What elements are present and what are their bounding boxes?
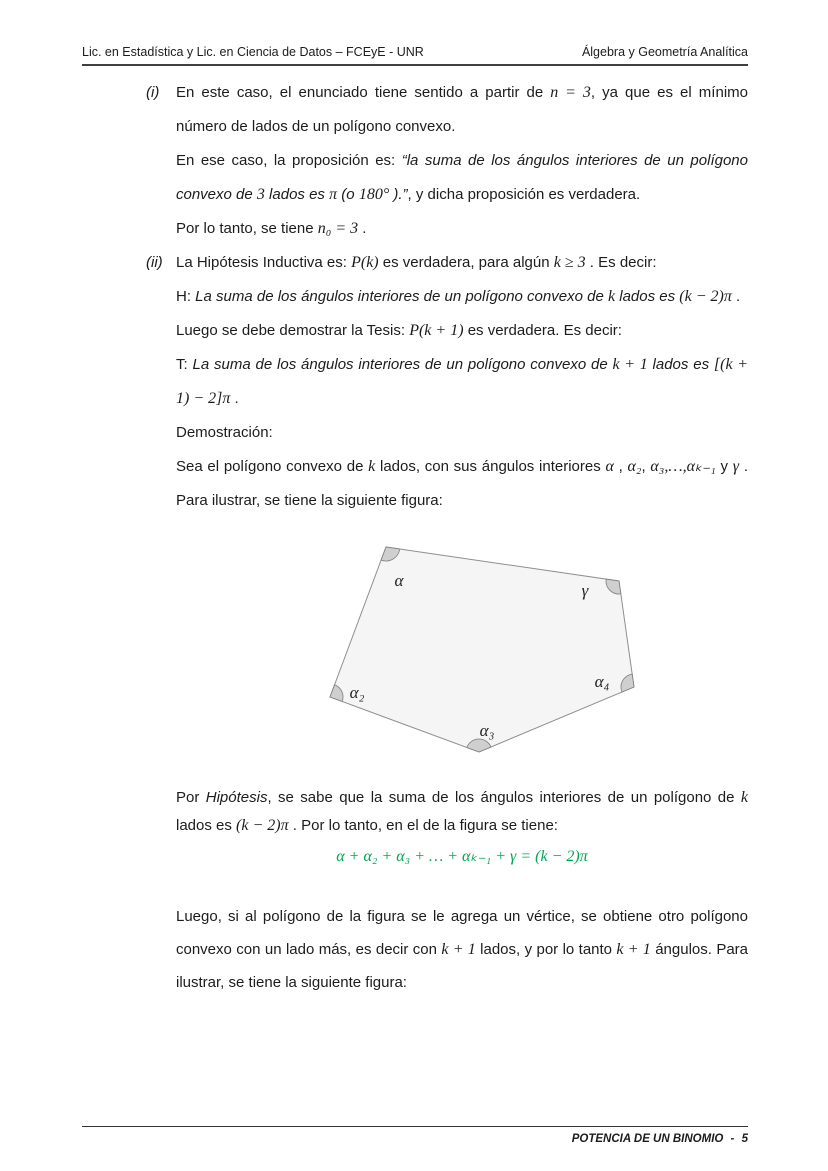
text-run: n = 3 xyxy=(550,84,591,101)
text-run: k + 1 xyxy=(441,941,476,958)
text-run: π xyxy=(329,186,338,203)
text-run: k + 1 xyxy=(616,941,651,958)
text-run: Por lo tanto, se tiene xyxy=(176,220,318,237)
text-run: k xyxy=(740,789,748,806)
page-content xyxy=(146,76,748,999)
text-run: α xyxy=(605,458,614,475)
interior-angles-equation: α + α₂ + α₃ + … + αₖ₋₁ + γ = (k − 2)π xyxy=(336,848,588,865)
angle-label-alpha4: α₄ xyxy=(594,672,610,691)
text-run: lados es xyxy=(264,186,330,203)
text-run: , xyxy=(613,458,628,475)
thesis-paragraph xyxy=(176,348,748,416)
text-run: Luego, si al polígono de la figura se le agrega un vértice, se obtiene otro polígono convexo con un lado más, es decir con xyxy=(176,908,748,958)
list-item-ii xyxy=(146,246,748,999)
text-run: (k − 2)π xyxy=(236,817,289,834)
text-run: ).” xyxy=(389,186,408,203)
text-run: Sea el polígono convexo de xyxy=(176,458,369,475)
text-run: (o xyxy=(337,186,359,203)
text-run: es verdadera, para algún xyxy=(378,254,554,271)
text-run: En ese caso, la proposición es: xyxy=(176,152,402,169)
text-run: “la suma de los ángulos interiores de un polígono convexo de xyxy=(176,152,748,203)
text-run: (k − 2)π xyxy=(679,288,732,305)
paragraph xyxy=(176,76,748,144)
text-run: . xyxy=(230,390,239,407)
text-run: lados es xyxy=(615,288,680,305)
angle-label-alpha: α xyxy=(394,571,404,590)
text-run: , se sabe que la suma de los ángulos interiores de un polígono de xyxy=(267,789,741,806)
footer-separator: - xyxy=(730,1133,735,1145)
text-run: Por xyxy=(176,789,206,806)
page-footer xyxy=(568,1133,748,1145)
paragraph xyxy=(176,450,748,518)
page-header xyxy=(82,44,748,60)
text-run: Luego se debe demostrar la Tesis: xyxy=(176,322,410,339)
text-run: k ≥ 3 xyxy=(553,254,586,271)
text-run: Demostración: xyxy=(176,424,273,441)
text-run: α₃,…,αₖ₋₁ xyxy=(650,458,716,475)
text-run: k xyxy=(368,458,376,475)
text-run: P(k) xyxy=(351,254,379,271)
text-run: k xyxy=(607,288,616,305)
text-run: , xyxy=(641,458,651,475)
text-run: . xyxy=(731,288,741,305)
text-run: n₀ = 3 xyxy=(317,220,359,237)
paragraph xyxy=(176,900,748,999)
text-run: . Para ilustrar, se tiene la siguiente figura: xyxy=(176,458,748,509)
text-run: , ya que es el mínimo número de lados de un polígono convexo. xyxy=(176,84,748,135)
text-run: T: xyxy=(176,356,193,373)
paragraph xyxy=(176,314,748,348)
paragraph xyxy=(176,246,748,280)
text-run: Hipótesis xyxy=(205,789,268,806)
angle-label-gamma: γ xyxy=(581,581,589,600)
footer-rule xyxy=(82,1126,748,1127)
text-run: ángulos. Para ilustrar, se tiene la siguiente figura: xyxy=(176,941,748,991)
header-subject-title: Álgebra y Geometría Analítica xyxy=(581,45,748,59)
text-run: lados, con sus ángulos interiores xyxy=(375,458,606,475)
text-run: , y dicha proposición es verdadera. xyxy=(407,186,641,203)
text-run: es verdadera. Es decir: xyxy=(463,322,622,339)
polygon-figure-svg xyxy=(315,538,655,768)
text-run: La Hipótesis Inductiva es: xyxy=(176,254,352,271)
list-item-i xyxy=(146,76,748,246)
text-run: La suma de los ángulos interiores de un polígono convexo de xyxy=(192,356,613,373)
text-run: P(k + 1) xyxy=(409,322,464,339)
item-marker-ii: (ii) xyxy=(146,254,163,271)
hypothesis-paragraph xyxy=(176,280,748,314)
polygon-figure xyxy=(315,538,655,768)
footer-section-title: POTENCIA DE UN BINOMIO xyxy=(571,1133,724,1145)
text-run: . Es decir: xyxy=(585,254,657,271)
text-run: lados es xyxy=(647,356,714,373)
header-rule xyxy=(82,64,748,66)
text-run: . Por lo tanto, en el de la figura se tiene: xyxy=(288,817,558,834)
text-run: k + 1 xyxy=(612,356,648,373)
angle-label-alpha3: α₃ xyxy=(479,721,495,740)
text-run: . xyxy=(358,220,367,237)
text-run: y xyxy=(715,458,733,475)
paragraph xyxy=(176,212,748,246)
header-course-title: Lic. en Estadística y Lic. en Ciencia de Datos – FCEyE - UNR xyxy=(82,45,424,59)
text-run: La suma de los ángulos interiores de un polígono convexo de xyxy=(195,288,608,305)
item-marker-i: (i) xyxy=(146,84,160,101)
text-run: En este caso, el enunciado tiene sentido a partir de xyxy=(176,84,551,101)
text-run: γ xyxy=(732,458,740,475)
item-i-body xyxy=(176,76,748,246)
angle-label-alpha2: α₂ xyxy=(349,683,365,702)
hypothesis-recall-paragraph xyxy=(176,784,748,840)
footer-page-number: 5 xyxy=(741,1133,748,1145)
text-run: 3 xyxy=(256,186,265,203)
text-run: 180° xyxy=(358,186,390,203)
text-run: lados es xyxy=(176,817,237,834)
item-ii-body xyxy=(176,246,748,999)
paragraph xyxy=(176,416,748,450)
paragraph xyxy=(176,144,748,212)
text-run: α₂ xyxy=(627,458,642,475)
text-run: H: xyxy=(176,288,196,305)
text-run: lados, y por lo tanto xyxy=(475,941,617,958)
text-run: [(k + 1) − 2]π xyxy=(176,356,748,407)
